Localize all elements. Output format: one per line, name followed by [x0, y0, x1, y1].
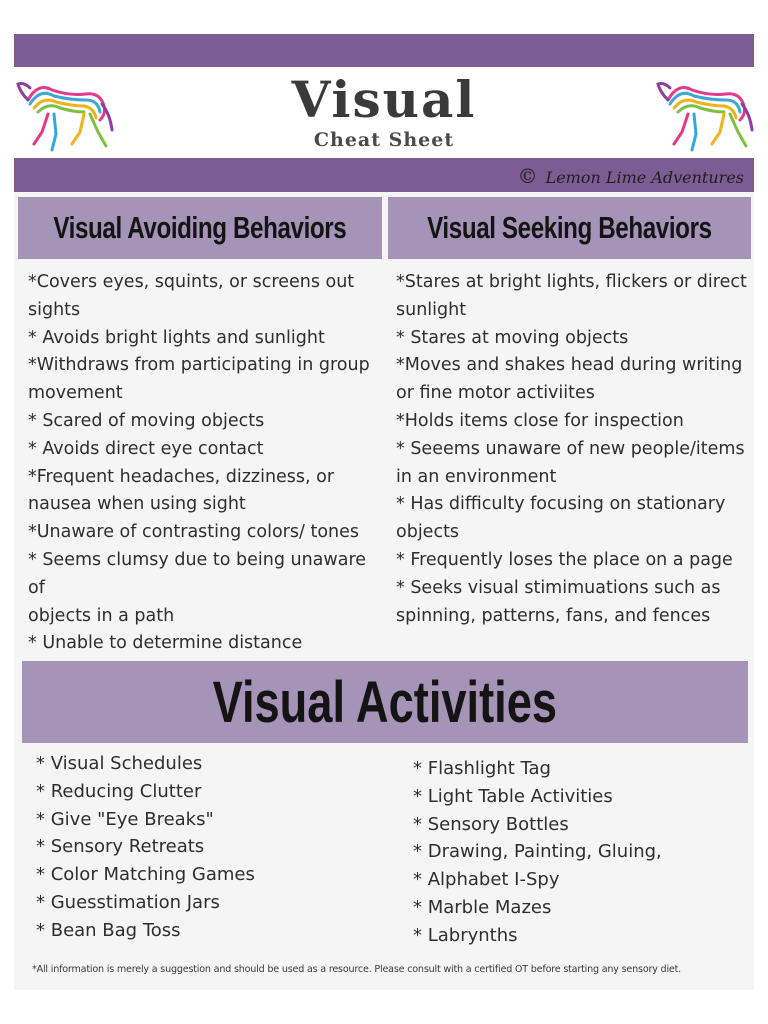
list-item: * Bean Bag Toss [36, 919, 181, 941]
list-item: * Avoids bright lights and sunlight [28, 327, 325, 348]
list-item: *Covers eyes, squints, or screens out sights [28, 272, 355, 320]
list-item: objects [396, 522, 460, 543]
copyright-text: Lemon Lime Adventures [545, 168, 744, 187]
list-item: * Labrynths [413, 924, 518, 946]
list-item: * Flashlight Tag [413, 758, 551, 779]
list-item: * Guesstimation Jars [36, 891, 220, 913]
list-item: *Withdraws from participating in group [28, 355, 370, 376]
list-item: sunlight [396, 299, 467, 320]
list-item: * Give "Eye Breaks" [36, 808, 214, 830]
list-item: nausea when using sight [28, 494, 246, 515]
copyright [518, 164, 744, 188]
avoiding-heading [18, 197, 382, 259]
cheat-sheet [14, 34, 754, 990]
list-item: *Stares at bright lights, flickers or direct [396, 272, 747, 292]
list-item: * Avoids direct eye contact [28, 438, 264, 459]
seeking-heading [388, 197, 751, 259]
list-item: * Color Matching Games [36, 864, 255, 886]
list-item: * Unable to determine distance [28, 633, 303, 654]
list-item: * Frequently loses the place on a page [396, 549, 733, 570]
list-item: in an environment [396, 466, 557, 487]
top-band [14, 34, 754, 67]
seeking-heading-text: Visual Seeking Behaviors [427, 210, 712, 245]
list-item: * Has difficulty focusing on stationary [396, 494, 726, 515]
list-item: * Visual Schedules [36, 753, 203, 774]
list-item: *Holds items close for inspection [396, 410, 684, 431]
list-item: * Seems clumsy due to being unaware of [28, 549, 367, 598]
avoiding-heading-text: Visual Avoiding Behaviors [53, 210, 347, 245]
list-item: * Reducing Clutter [36, 780, 202, 802]
list-item: *Moves and shakes head during writing [396, 355, 743, 376]
list-item: movement [28, 383, 123, 404]
avoiding-list [28, 269, 388, 686]
list-item: spinning, patterns, fans, and fences [396, 605, 711, 626]
activities-heading [22, 661, 748, 743]
list-item: or fine motor activiites [396, 383, 595, 404]
activities-left-list [36, 750, 255, 945]
seeking-list [396, 269, 748, 630]
list-item: * Sensory Retreats [36, 836, 205, 858]
list-item: * Marble Mazes [413, 896, 552, 918]
copyright-symbol: © [517, 164, 538, 188]
list-item: *Unaware of contrasting colors/ tones [28, 522, 359, 543]
list-item: *Frequent headaches, dizziness, or [28, 466, 335, 487]
activities-heading-text: Visual Activities [212, 669, 558, 735]
list-item: * Stares at moving objects [396, 327, 629, 348]
list-item: * Seeks visual stimimuations such as [396, 577, 721, 598]
list-item: objects in a path [28, 605, 175, 626]
list-item: * Scared of moving objects [28, 410, 265, 431]
list-item: * Sensory Bottles [413, 813, 569, 835]
page-subtitle: Cheat Sheet [313, 129, 455, 151]
list-item: * Alphabet I-Spy [413, 869, 560, 891]
page-title: Visual [291, 70, 477, 129]
disclaimer-footnote: *All information is merely a suggestion and should be used as a resource. Please consult with a certified OT before starting any sensory diet. [32, 964, 682, 975]
list-item: * Drawing, Painting, Gluing, [413, 841, 662, 863]
activities-right-list [413, 755, 662, 950]
list-item: * Seeems unaware of new people/items [396, 438, 745, 459]
list-item: * Light Table Activities [413, 785, 613, 807]
